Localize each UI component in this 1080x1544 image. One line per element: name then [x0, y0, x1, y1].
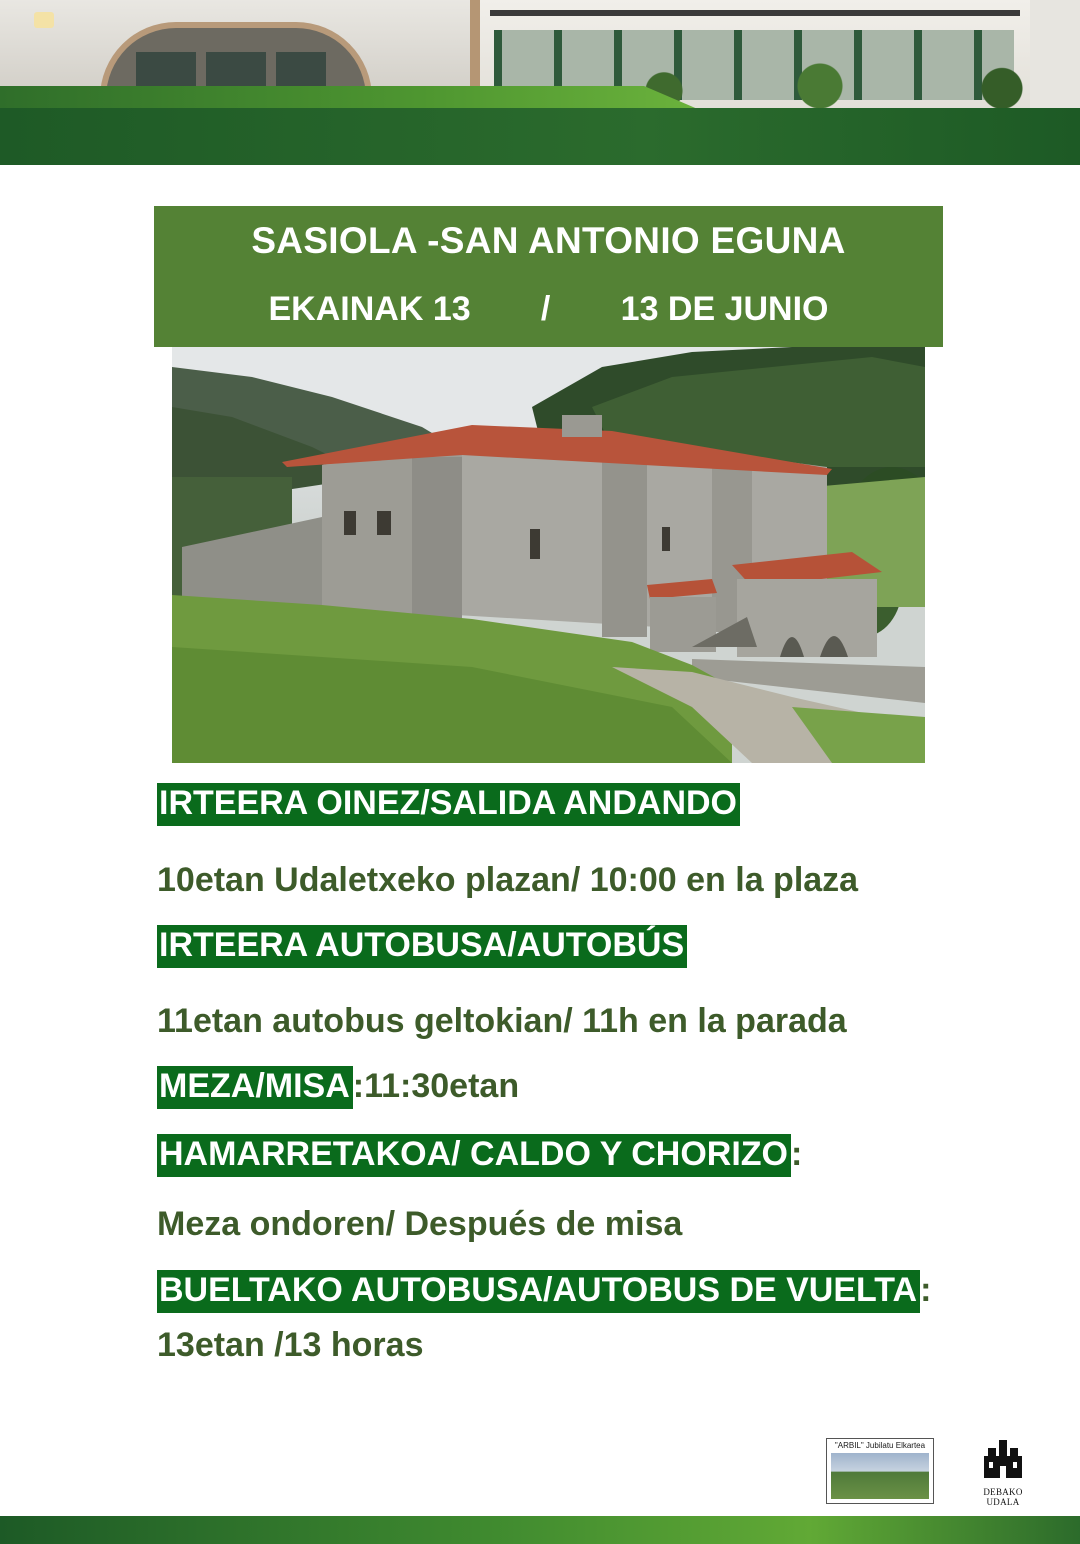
arbil-logo — [826, 1438, 934, 1504]
title-box — [154, 206, 943, 347]
monastery-illustration — [172, 347, 925, 763]
snack-detail: Meza ondoren/ Después de misa — [157, 1205, 683, 1243]
return-row — [157, 1270, 931, 1313]
snack-heading: HAMARRETAKOA/ CALDO Y CHORIZO — [157, 1134, 791, 1177]
header-banner-photo — [0, 0, 1080, 165]
return-detail: 13etan /13 horas — [157, 1326, 424, 1364]
walk-heading: IRTEERA OINEZ/SALIDA ANDANDO — [157, 783, 740, 826]
mass-time: :11:30etan — [352, 1067, 520, 1105]
date-separator: / — [540, 290, 551, 328]
building-left — [0, 0, 470, 90]
date-basque: EKAINAK 13 — [268, 290, 471, 328]
banner-stripe-dark — [0, 108, 1080, 165]
bus-detail: 11etan autobus geltokian/ 11h en la parada — [157, 1002, 847, 1040]
walk-heading-row — [157, 783, 740, 826]
castle-crest-icon — [980, 1438, 1026, 1480]
arbil-logo-text: "ARBIL" Jubilatu Elkartea — [834, 1441, 926, 1450]
balcony-rail — [490, 10, 1020, 16]
debako-udala-logo — [966, 1438, 1040, 1507]
monastery-photo — [172, 347, 925, 763]
event-title: SASIOLA -SAN ANTONIO EGUNA — [251, 220, 846, 261]
event-date — [154, 290, 943, 329]
footer-stripe — [0, 1516, 1080, 1544]
bus-heading-row — [157, 925, 687, 968]
banner-stripe-light — [0, 86, 700, 110]
arbil-logo-landscape — [831, 1453, 929, 1499]
mass-row — [157, 1066, 519, 1109]
return-colon: : — [920, 1271, 932, 1309]
date-spanish: 13 DE JUNIO — [620, 290, 829, 328]
bus-heading: IRTEERA AUTOBUSA/AUTOBÚS — [157, 925, 687, 968]
walk-detail: 10etan Udaletxeko plazan/ 10:00 en la plaza — [157, 861, 859, 899]
mass-heading: MEZA/MISA — [157, 1066, 353, 1109]
snack-colon: : — [791, 1135, 803, 1173]
return-heading: BUELTAKO AUTOBUSA/AUTOBUS DE VUELTA — [157, 1270, 920, 1313]
snack-row — [157, 1134, 802, 1177]
debako-logo-text: DEBAKO UDALA — [983, 1487, 1023, 1507]
wall-lamp — [34, 12, 54, 28]
